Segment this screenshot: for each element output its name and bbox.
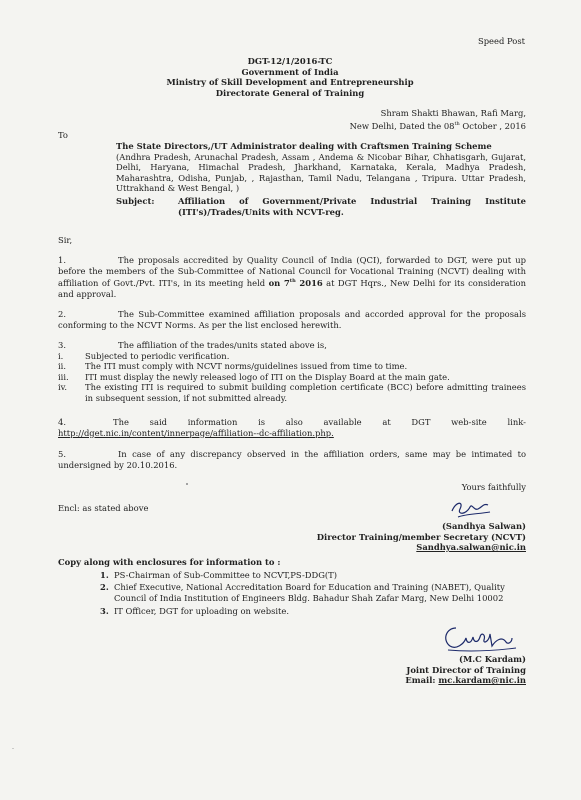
address-line: Shram Shakti Bhawan, Rafi Marg, (380, 108, 526, 118)
para2-text: The Sub-Committee examined affiliation proposals and accorded approval for the proposals conforming to the NCVT Norms. As per the list enclosed herewith. (58, 309, 526, 330)
date-sup: th (454, 120, 460, 127)
directorate-line: Directorate General of Training (215, 87, 365, 98)
para1-text-b: at DGT Hqrs., New Delhi for its consideration and approval. (58, 277, 526, 299)
yours-faithfully: Yours faithfully (461, 482, 526, 492)
list-item-number: 3. (100, 606, 109, 617)
ministry-line: Ministry of Skill Development and Entrepreneurship (166, 77, 414, 88)
date-prefix: New Delhi, Dated the 08 (349, 120, 455, 131)
signatory-2-block (300, 654, 526, 686)
list-item-text: ITI must display the newly released logo of ITI on the Display Board at the main gate. (85, 371, 450, 382)
list-item-number: iii. (58, 371, 69, 382)
subject-label: Subject: (116, 196, 155, 206)
copy-list (100, 570, 526, 617)
paragraph-2 (58, 309, 526, 330)
enclosure-note: Encl: as stated above (58, 503, 149, 513)
letterhead (90, 56, 490, 98)
list-item (100, 582, 526, 603)
subject-block (116, 196, 526, 217)
paragraph-number: 3. (58, 340, 66, 350)
affiliation-conditions-list (58, 351, 526, 404)
email-label: Email: (405, 675, 439, 686)
list-item-number: ii. (58, 361, 67, 372)
list-item (58, 351, 526, 362)
list-item (100, 606, 526, 617)
para4-text: The said information is also available at DGT web-site link- (113, 417, 526, 427)
reference-number: DGT-12/1/2016-TC (247, 56, 333, 66)
para1-bold: on 7 (268, 277, 290, 288)
paragraph-number: 2. (58, 309, 66, 319)
affiliation-link[interactable]: http://dget.nic.in/content/innerpage/affiliation--dc-affiliation.php. (58, 427, 334, 438)
list-item-number: iv. (58, 382, 68, 393)
scan-speck (12, 748, 14, 749)
para1-bold-2: 2016 (295, 277, 323, 288)
paragraph-1 (58, 255, 526, 299)
signatory-1-title: Director Training/member Secretary (NCVT) (316, 531, 526, 542)
speed-post-label: Speed Post (477, 36, 525, 46)
recipient-title: The State Directors,/UT Administrator dealing with Craftsmen Training Scheme (116, 141, 492, 151)
signatory-1-name: (Sandhya Salwan) (441, 521, 526, 531)
list-item (100, 570, 526, 581)
copy-block (58, 557, 526, 617)
paragraph-number: 5. (58, 449, 66, 459)
list-item-number: 2. (100, 582, 109, 593)
signature-salwan (448, 497, 496, 523)
scan-speck (186, 483, 188, 485)
para1-bold-sup: th (289, 278, 296, 285)
list-item-number: 1. (100, 569, 109, 580)
list-item-number: i. (58, 350, 64, 361)
list-item-text: The existing ITI is required to submit building completion certificate (BCC) before admitting trainees in subsequent session, if not submitted already. (85, 382, 526, 403)
date-suffix: October , 2016 (459, 120, 526, 131)
paragraph-1-text (58, 255, 526, 299)
list-item (58, 382, 526, 403)
para1-text-a: The proposals accredited by Quality Council of India (QCI), forwarded to DGT, were put up before the members of the Sub-Committee of National Council for Vocational Training (NCVT) dealing with affiliation of Govt./Pvt. ITI's, in its meeting held (58, 255, 526, 288)
subject-text: Affiliation of Government/Private Industrial Training Institute (ITI's)/Trades/Units with NCVT-reg. (178, 196, 526, 217)
salutation: Sir, (58, 235, 73, 245)
signature-kardam (440, 622, 522, 656)
list-item-text: IT Officer, DGT for uploading on website. (114, 606, 290, 617)
recipient-block (116, 141, 526, 194)
list-item-text: PS-Chairman of Sub-Committee to NCVT,PS-DDG(T) (114, 569, 338, 580)
signatory-2-email[interactable]: mc.kardam@nic.in (438, 675, 526, 686)
date-line (300, 119, 526, 131)
para5-text: In case of any discrepancy observed in the affiliation orders, same may be intimated to undersigned by 20.10.2016. (58, 449, 526, 470)
list-item-text: The ITI must comply with NCVT norms/guidelines issued from time to time. (85, 361, 408, 372)
address-block (300, 108, 526, 131)
signatory-2-email-line (300, 675, 526, 686)
signatory-1-block (300, 521, 526, 553)
gov-line: Government of India (241, 66, 339, 77)
signatory-2-title: Joint Director of Training (406, 664, 526, 675)
copy-heading: Copy along with enclosures for information to : (58, 557, 281, 567)
list-item-text: Subjected to periodic verification. (85, 350, 230, 361)
to-label: To (58, 130, 68, 140)
paragraph-4 (58, 417, 526, 438)
para3-intro: The affiliation of the trades/units stated above is, (118, 340, 327, 350)
recipient-states: (Andhra Pradesh, Arunachal Pradesh, Assam , Andema & Nicobar Bihar, Chhatisgarh, Gujarat, Delhi, Haryana, Himachal Pradesh, Jharkhand, Karnataka, Kerala, Madhya Pradesh, Maharashtra, Odisha, Punjab, , Rajasthan, Tamil Nadu, Telangana , Tripura. Uttar Pradesh, Uttrakhand & West Bengal, ) (116, 151, 526, 194)
signatory-1-email[interactable]: Sandhya.salwan@nic.in (416, 542, 526, 553)
list-item-text: Chief Executive, National Accreditation Board for Education and Training (NABET), Quality Council of India Institution of Engineers Bldg. Bahadur Shah Zafar Marg, New Delhi 10002 (114, 582, 505, 603)
paragraph-number: 4. (58, 417, 66, 427)
list-item (58, 372, 526, 383)
paragraph-number: 1. (58, 255, 66, 265)
paragraph-3 (58, 340, 526, 404)
list-item (58, 361, 526, 372)
signatory-2-name: (M.C Kardam) (459, 654, 526, 664)
paragraph-5 (58, 449, 526, 470)
